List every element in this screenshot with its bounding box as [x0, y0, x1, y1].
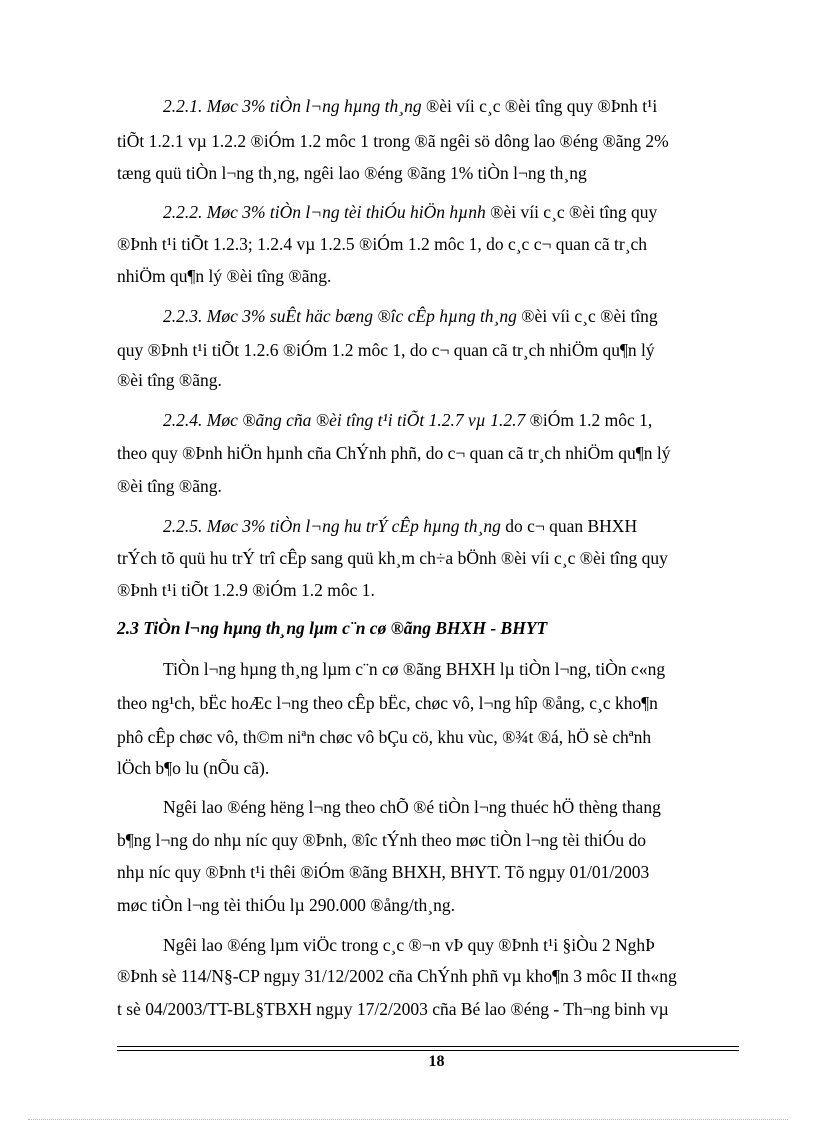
- footer-rule: [117, 1046, 739, 1047]
- text-line: theo quy ®Þnh hiÖn hµnh cña ChÝnh phñ, do c¬ quan cã tr¸ch nhiÖm qu¶n lý: [117, 443, 671, 463]
- footer-rule-thin: [117, 1050, 739, 1051]
- text-line: t sè 04/2003/TT-BL§TBXH ngµy 17/2/2003 cña Bé lao ®éng - Th¬ng binh vµ: [117, 999, 669, 1019]
- text-line: nhiÖm qu¶n lý ®èi tîng ®ãng.: [117, 266, 332, 286]
- text-line: tæng quü tiÒn l¬ng th¸ng, ngêi lao ®éng ®ãng 1% tiÒn l¬ng th¸ng: [117, 163, 587, 183]
- section-heading: 2.3 TiÒn l¬ng hµng th¸ng lµm c¨n cø ®ãng BHXH - BHYT: [117, 618, 548, 638]
- text-line: ®èi tîng ®ãng.: [117, 476, 222, 496]
- text-line: Ngêi lao ®éng hëng l¬ng theo chÕ ®é tiÒn l¬ng thuéc hÖ thèng thang: [163, 797, 661, 817]
- text-line: ®Þnh t¹i tiÕt 1.2.3; 1.2.4 vµ 1.2.5 ®iÓm 1.2 môc 1, do c¸c c¬ quan cã tr¸ch: [117, 234, 648, 254]
- text-line: nhµ níc quy ®Þnh t¹i thêi ®iÓm ®ãng BHXH, BHYT. Tõ ngµy 01/01/2003: [117, 862, 650, 882]
- text-line: ®Þnh sè 114/N§-CP ngµy 31/12/2002 cña ChÝnh phñ vµ kho¶n 3 môc II th«ng: [117, 966, 677, 986]
- text-line: 2.2.4. Møc ®ãng cña ®èi tîng t¹i tiÕt 1.2.7 vµ 1.2.7 ®iÓm 1.2 môc 1,: [163, 410, 653, 430]
- text-line: phô cÊp chøc vô, th©m niªn chøc vô bÇu cö, khu vùc, ®¾t ®á, hÖ sè chªnh: [117, 727, 652, 747]
- text-line: møc tiÒn l¬ng tèi thiÓu lµ 290.000 ®ång/th¸ng.: [117, 895, 456, 915]
- text-line: 2.2.3. Møc 3% suÊt häc bæng ®îc cÊp hµng th¸ng ®èi víi c¸c ®èi tîng: [163, 306, 658, 326]
- text-line: 2.2.2. Møc 3% tiÒn l¬ng tèi thiÓu hiÖn hµnh ®èi víi c¸c ®èi tîng quy: [163, 202, 658, 222]
- text-line: 2.2.5. Møc 3% tiÒn l¬ng hu trÝ cÊp hµng th¸ng do c¬ quan BHXH: [163, 516, 638, 536]
- page-bottom-dotted-border: [28, 1119, 788, 1120]
- page-number: 18: [428, 1053, 445, 1070]
- text-line: ®èi tîng ®ãng.: [117, 370, 222, 390]
- text-line: tiÕt 1.2.1 vµ 1.2.2 ®iÓm 1.2 môc 1 trong ®ã ngêi sö dông lao ®éng ®ãng 2%: [117, 131, 669, 151]
- text-line: quy ®Þnh t¹i tiÕt 1.2.6 ®iÓm 1.2 môc 1, do c¬ quan cã tr¸ch nhiÖm qu¶n lý: [117, 340, 655, 360]
- text-line: 2.2.1. Møc 3% tiÒn l¬ng hµng th¸ng ®èi víi c¸c ®èi tîng quy ®Þnh t¹i: [163, 96, 658, 116]
- text-line: b¶ng l¬ng do nhµ níc quy ®Þnh, ®îc tÝnh theo møc tiÒn l¬ng tèi thiÓu do: [117, 830, 647, 850]
- text-line: lÖch b¶o lu (nÕu cã).: [117, 758, 270, 778]
- text-line: TiÒn l¬ng hµng th¸ng lµm c¨n cø ®ãng BHXH lµ tiÒn l¬ng, tiÒn c«ng: [163, 659, 666, 679]
- text-line: trÝch tõ quü hu trÝ trî cÊp sang quü kh¸m ch÷a bÖnh ®èi víi c¸c ®èi tîng quy: [117, 548, 668, 568]
- text-line: ®Þnh t¹i tiÕt 1.2.9 ®iÓm 1.2 môc 1.: [117, 580, 375, 600]
- text-line: theo ng¹ch, bËc hoÆc l¬ng theo cÊp bËc, chøc vô, l¬ng hîp ®ång, c¸c kho¶n: [117, 693, 658, 713]
- text-line: Ngêi lao ®éng lµm viÖc trong c¸c ®¬n vÞ quy ®Þnh t¹i §iÒu 2 NghÞ: [163, 935, 655, 955]
